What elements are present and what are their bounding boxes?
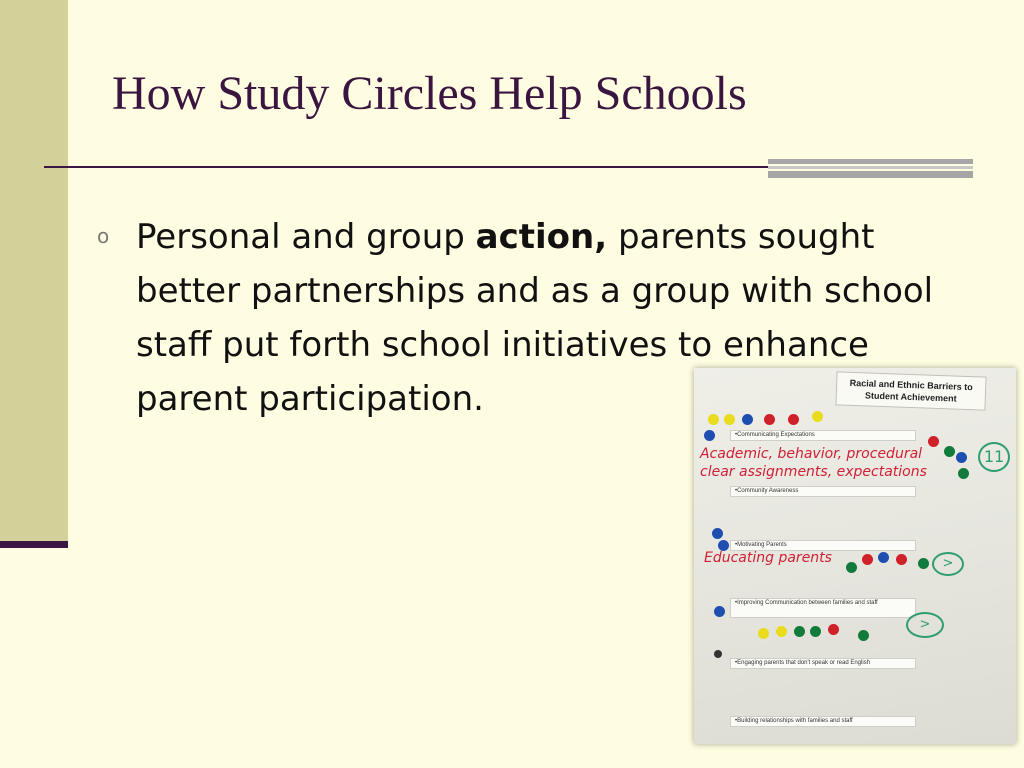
poster-heading: Racial and Ethnic Barriers to Student Achievement bbox=[835, 371, 986, 410]
sticker-dot bbox=[708, 414, 719, 425]
handwritten-note: Academic, behavior, procedural bbox=[700, 446, 923, 462]
sticker-dot bbox=[794, 626, 805, 637]
sticker-dot bbox=[724, 414, 735, 425]
sticker-dot bbox=[704, 430, 715, 441]
left-band-accent-bar bbox=[0, 541, 68, 548]
sticker-dot bbox=[810, 626, 821, 637]
sticker-dot bbox=[764, 414, 775, 425]
poster-item: •Community Awareness bbox=[730, 486, 916, 497]
circled-count: 11 bbox=[978, 442, 1010, 472]
sticker-dot bbox=[812, 411, 823, 422]
sticker-dot bbox=[958, 468, 969, 479]
sticker-dot bbox=[918, 558, 929, 569]
bullet-text-bold: action, bbox=[475, 217, 608, 257]
sticker-dot bbox=[862, 554, 873, 565]
slide-title: How Study Circles Help Schools bbox=[112, 67, 747, 120]
handwritten-note: clear assignments, expectations bbox=[700, 464, 927, 480]
title-divider-block bbox=[768, 159, 973, 178]
sticker-dot bbox=[714, 606, 725, 617]
sticker-dot bbox=[828, 624, 839, 635]
sticker-dot bbox=[846, 562, 857, 573]
sticker-dot bbox=[878, 552, 889, 563]
sticker-dot bbox=[944, 446, 955, 457]
poster-item: •Communicating Expectations bbox=[730, 430, 916, 441]
sticker-dot bbox=[858, 630, 869, 641]
poster-item: •Building relationships with families and staff bbox=[730, 716, 916, 727]
left-decorative-band bbox=[0, 0, 68, 545]
handwritten-note: Educating parents bbox=[704, 550, 832, 566]
circled-mark: > bbox=[932, 552, 964, 576]
poster-photo bbox=[694, 368, 1016, 744]
title-divider bbox=[44, 166, 770, 168]
bullet-text-end: parents sought better partnerships and as a group with school staff put forth school initiatives to enhance parent participation. bbox=[136, 217, 934, 419]
sticker-dot bbox=[776, 626, 787, 637]
bullet-text-start: Personal and group bbox=[136, 217, 476, 257]
circled-mark: > bbox=[906, 612, 944, 638]
sticker-dot bbox=[742, 414, 753, 425]
sticker-dot bbox=[712, 528, 723, 539]
poster-item: •Engaging parents that don't speak or read English bbox=[730, 658, 916, 669]
poster-item: •Improving Communication between families and staff bbox=[730, 598, 916, 618]
sticker-dot bbox=[896, 554, 907, 565]
sticker-dot bbox=[956, 452, 967, 463]
poster-item: •Motivating Parents bbox=[730, 540, 916, 551]
sticker-dot bbox=[714, 650, 722, 658]
sticker-dot bbox=[758, 628, 769, 639]
bullet-marker-icon: o bbox=[97, 224, 110, 248]
sticker-dot bbox=[788, 414, 799, 425]
sticker-dot bbox=[928, 436, 939, 447]
